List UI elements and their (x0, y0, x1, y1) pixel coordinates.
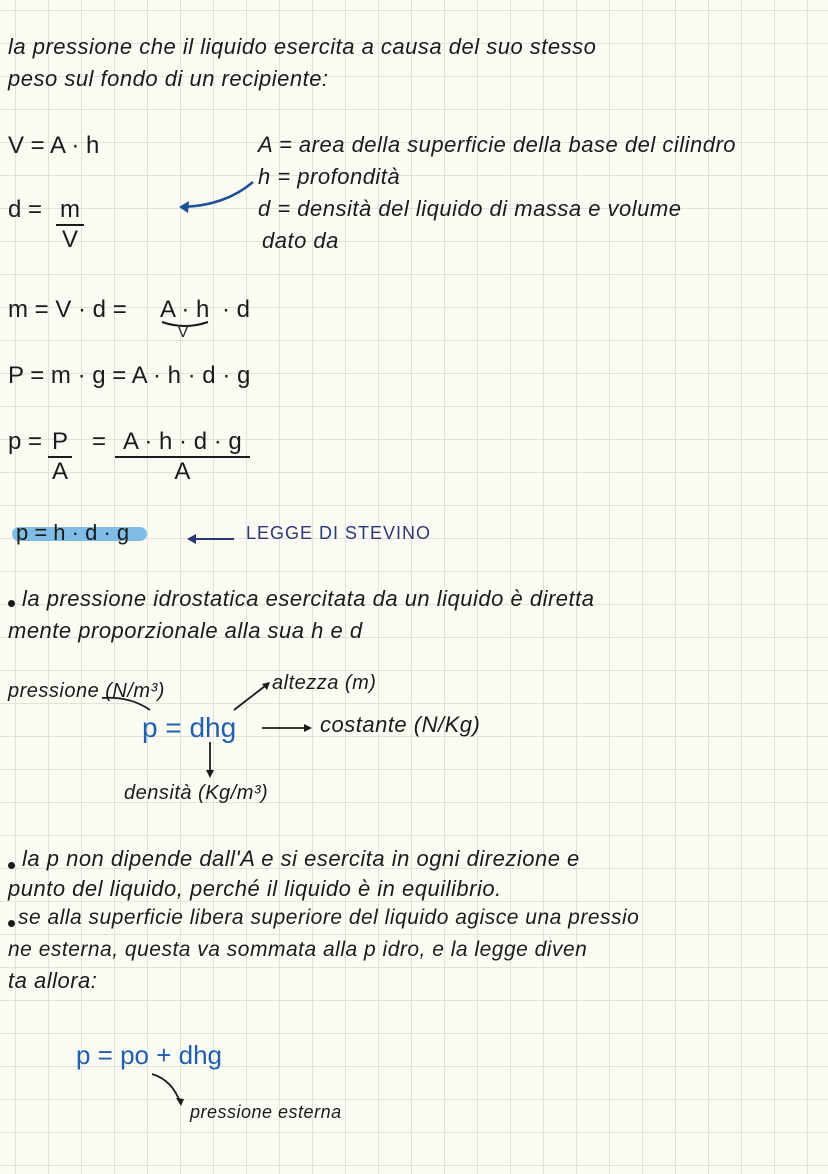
external-pressure-label: pressione esterna (190, 1102, 342, 1122)
height-unit-label: altezza (m) (272, 672, 377, 694)
final-formula: p = po + dhg (76, 1040, 223, 1070)
mass-rhs-end: · d (222, 296, 251, 323)
bullet3-line-1: se alla superficie libera superiore del liquido agisce una pressio (18, 906, 640, 929)
density-numerator: m (56, 196, 84, 226)
pressure-denominator: A (52, 458, 69, 485)
arrow-icon (175, 180, 255, 220)
bullet2-line-1: la p non dipende dall'A e si esercita in ogni direzione e (22, 846, 580, 871)
bullet (8, 862, 15, 869)
stevino-label: LEGGE DI STEVINO (246, 523, 432, 543)
bullet2-line-2: punto del liquido, perché il liquido è in equilibrio. (8, 876, 502, 901)
definition-density-cont: dato da (262, 228, 339, 253)
intro-line-1: la pressione che il liquido esercita a causa del suo stesso (8, 34, 597, 59)
definition-height: h = profondità (258, 164, 401, 189)
pressure-rhs-denominator: A (174, 458, 191, 485)
definition-density: d = densità del liquido di massa e volume (258, 196, 682, 221)
pressure-unit-label: pressione (N/m³) (8, 680, 165, 702)
bullet3-line-3: ta allora: (8, 968, 98, 993)
pressure-fraction (48, 428, 72, 486)
pressure-equals: = (92, 428, 107, 455)
constant-unit-label: costante (N/Kg) (320, 712, 481, 737)
definition-area: A = area della superficie della base del cilindro (258, 132, 737, 157)
pressure-rhs-fraction (115, 428, 250, 486)
weight-formula: P = m · g = A · h · d · g (8, 362, 251, 389)
pressure-numerator: P (48, 428, 72, 458)
bullet1-line-1: la pressione idrostatica esercitata da un liquido è diretta (22, 586, 595, 611)
curved-arrow-icon (150, 1072, 190, 1112)
density-lhs: d = (8, 196, 43, 223)
intro-line-2: peso sul fondo di un recipiente: (8, 66, 329, 91)
bullet1-line-2: mente proporzionale alla sua h e d (8, 618, 363, 643)
bullet (8, 920, 15, 927)
pressure-lhs: p = (8, 428, 43, 455)
density-denominator: V (61, 226, 78, 253)
bullet (8, 600, 15, 607)
density-unit-label: densità (Kg/m³) (124, 782, 269, 804)
stevino-formula: p = h · d · g (16, 520, 130, 545)
mass-brace-label: V (178, 324, 189, 341)
diagram-formula: p = dhg (142, 712, 237, 743)
arrow-left-icon (186, 532, 236, 546)
bullet3-line-2: ne esterna, questa va sommata alla p idro, e la legge diven (8, 938, 588, 961)
pressure-rhs-numerator: A · h · d · g (115, 428, 250, 458)
mass-rhs: A · h (160, 296, 210, 323)
density-fraction (56, 196, 84, 254)
mass-formula: m = V · d = (8, 296, 127, 323)
volume-formula: V = A · h (8, 132, 100, 159)
